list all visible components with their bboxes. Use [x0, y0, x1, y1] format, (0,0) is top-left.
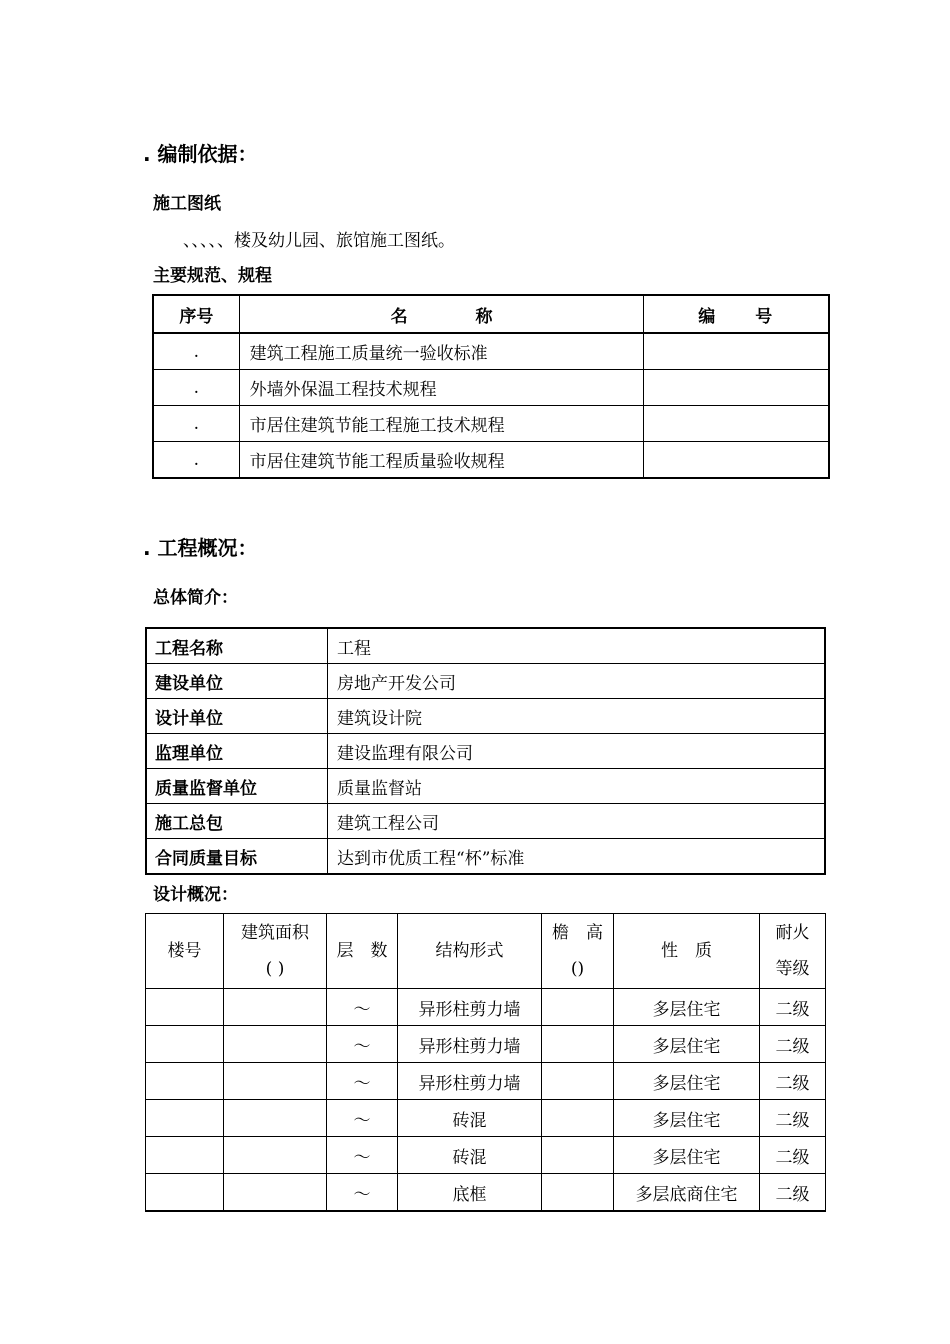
header-code: 编 号: [644, 295, 829, 333]
table-row: [146, 769, 825, 804]
table-row: [146, 664, 825, 699]
cell-fire: 二级: [760, 989, 826, 1026]
table-row: [153, 406, 829, 442]
cell-fire: 二级: [760, 1100, 826, 1137]
cell-fire: 二级: [760, 1137, 826, 1174]
design-title: 设计概况：: [153, 885, 238, 905]
cell-fire: 二级: [760, 1174, 826, 1212]
row-standard-code: [644, 333, 829, 370]
header-fire-line2: 等级: [775, 959, 810, 979]
cell-building-no: [146, 1174, 224, 1212]
cell-area: [224, 1137, 327, 1174]
cell-area: [224, 1026, 327, 1063]
row-standard-name: 建筑工程施工质量统一验收标准: [239, 333, 644, 370]
table-row: [146, 1137, 826, 1174]
overview-value: 工程: [328, 628, 826, 664]
overview-key: 建设单位: [146, 664, 328, 699]
table-row: [146, 1174, 826, 1212]
header-nature: 性 质: [614, 914, 760, 989]
table-row: [153, 370, 829, 406]
header-building-no: 楼号: [146, 914, 224, 989]
header-area: [224, 914, 327, 989]
overview-key: 质量监督单位: [146, 769, 328, 804]
cell-structure: 异形柱剪力墙: [398, 989, 542, 1026]
row-serial-number: .: [153, 370, 239, 406]
table-row: [146, 699, 825, 734]
header-floors: 层 数: [327, 914, 398, 989]
cell-eave: [542, 1137, 614, 1174]
overview-value: 达到市优质工程“杯”标准: [328, 839, 826, 875]
overview-table: [145, 627, 826, 875]
cell-nature: 多层底商住宅: [614, 1174, 760, 1212]
overview-key: 监理单位: [146, 734, 328, 769]
cell-nature: 多层住宅: [614, 989, 760, 1026]
table-row: [146, 989, 826, 1026]
table-row: [146, 839, 825, 875]
table-row: [146, 1100, 826, 1137]
drawings-title: 施工图纸: [153, 194, 221, 214]
table-row: [146, 1063, 826, 1100]
header-fire-line1: 耐火: [775, 923, 810, 943]
overview-value: 房地产开发公司: [328, 664, 826, 699]
cell-area: [224, 1100, 327, 1137]
cell-nature: 多层住宅: [614, 1100, 760, 1137]
cell-building-no: [146, 1063, 224, 1100]
cell-fire: 二级: [760, 1026, 826, 1063]
overview-key: 施工总包: [146, 804, 328, 839]
table-row: [146, 628, 825, 664]
header-area-line1: 建筑面积: [241, 923, 309, 943]
section-heading-basis: . 编制依据：: [143, 142, 258, 166]
row-standard-name: 市居住建筑节能工程施工技术规程: [239, 406, 644, 442]
overview-key: 工程名称: [146, 628, 328, 664]
cell-eave: [542, 1100, 614, 1137]
overview-value: 质量监督站: [328, 769, 826, 804]
overview-title: 总体简介：: [153, 588, 238, 608]
cell-area: [224, 1063, 327, 1100]
cell-structure: 砖混: [398, 1100, 542, 1137]
overview-key: 合同质量目标: [146, 839, 328, 875]
cell-floors: ～: [327, 1100, 398, 1137]
cell-building-no: [146, 989, 224, 1026]
header-eave-height: [542, 914, 614, 989]
header-serial-number: 序号: [153, 295, 239, 333]
row-serial-number: .: [153, 442, 239, 479]
cell-floors: ～: [327, 1063, 398, 1100]
cell-structure: 砖混: [398, 1137, 542, 1174]
table-row: [146, 734, 825, 769]
overview-value: 建筑设计院: [328, 699, 826, 734]
cell-eave: [542, 989, 614, 1026]
cell-floors: ～: [327, 1137, 398, 1174]
section-heading-overview: . 工程概况：: [143, 536, 258, 560]
cell-building-no: [146, 1100, 224, 1137]
overview-key: 设计单位: [146, 699, 328, 734]
header-structure: 结构形式: [398, 914, 542, 989]
cell-floors: ～: [327, 1026, 398, 1063]
cell-nature: 多层住宅: [614, 1063, 760, 1100]
standards-table: [152, 294, 830, 479]
row-standard-code: [644, 370, 829, 406]
standards-table-header: [153, 295, 829, 333]
table-row: [146, 1026, 826, 1063]
row-standard-code: [644, 406, 829, 442]
overview-value: 建筑工程公司: [328, 804, 826, 839]
header-eave-line1: 檐 高: [552, 923, 603, 943]
cell-eave: [542, 1174, 614, 1212]
table-row: [153, 333, 829, 370]
cell-eave: [542, 1026, 614, 1063]
table-row: [153, 442, 829, 479]
overview-value: 建设监理有限公司: [328, 734, 826, 769]
table-row: [146, 804, 825, 839]
cell-building-no: [146, 1137, 224, 1174]
cell-nature: 多层住宅: [614, 1026, 760, 1063]
row-standard-code: [644, 442, 829, 479]
cell-area: [224, 989, 327, 1026]
drawings-text: 、、、、、楼及幼儿园、旅馆施工图纸。: [183, 231, 455, 251]
header-fire-rating: [760, 914, 826, 989]
cell-floors: ～: [327, 1174, 398, 1212]
cell-structure: 底框: [398, 1174, 542, 1212]
cell-nature: 多层住宅: [614, 1137, 760, 1174]
header-eave-line2: (): [570, 959, 585, 979]
cell-eave: [542, 1063, 614, 1100]
standards-title: 主要规范、规程: [153, 266, 272, 286]
row-standard-name: 外墙外保温工程技术规程: [239, 370, 644, 406]
design-table-header: [146, 914, 826, 989]
header-name: 名 称: [239, 295, 644, 333]
cell-structure: 异形柱剪力墙: [398, 1063, 542, 1100]
design-table: [145, 913, 826, 1212]
cell-floors: ～: [327, 989, 398, 1026]
row-serial-number: .: [153, 406, 239, 442]
row-serial-number: .: [153, 333, 239, 370]
header-area-line2: ( ): [265, 959, 285, 979]
row-standard-name: 市居住建筑节能工程质量验收规程: [239, 442, 644, 479]
cell-area: [224, 1174, 327, 1212]
cell-fire: 二级: [760, 1063, 826, 1100]
cell-building-no: [146, 1026, 224, 1063]
cell-structure: 异形柱剪力墙: [398, 1026, 542, 1063]
